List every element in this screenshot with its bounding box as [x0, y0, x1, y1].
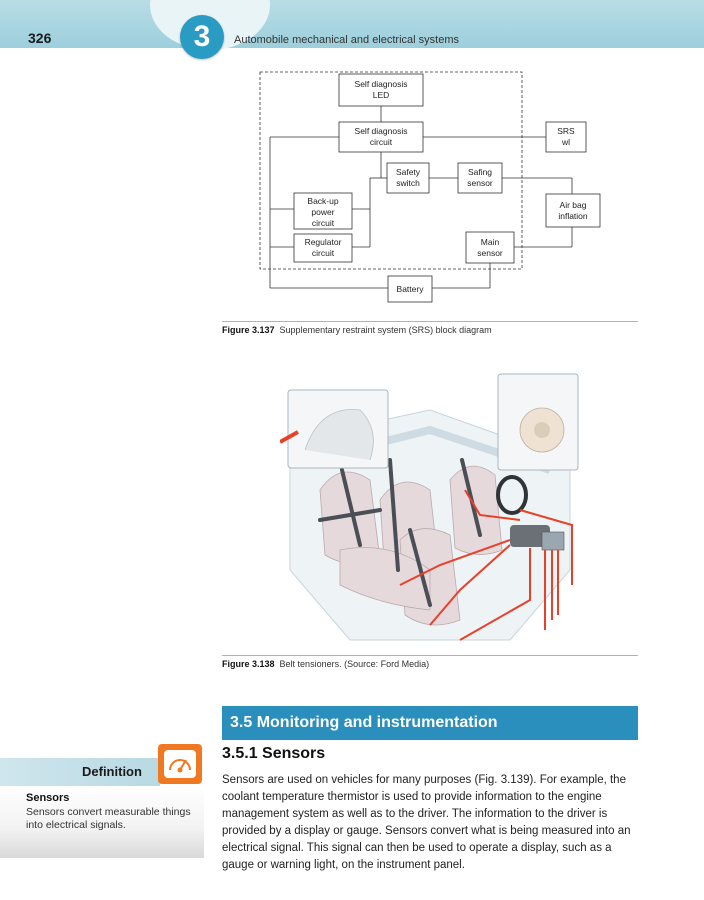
gauge-icon — [158, 744, 202, 784]
definition-term: Sensors — [26, 792, 70, 804]
body-paragraph: Sensors are used on vehicles for many purposes (Fig. 3.139). For example, the coolant temperature thermistor is used to provide information to the engine management system as well as to the driver. The information to the driver is provided by a display or gauge. Sensors convert what is being measured into an electrical signal. This signal can then be used to operate a display, such as a gauge or warning light, on the instrument panel. — [222, 774, 631, 871]
chapter-number-badge: 3 — [180, 15, 224, 59]
label-safety-switch-2: switch — [396, 178, 420, 188]
label-srs-wl-1: SRS — [557, 126, 575, 136]
figure-137-label: Figure 3.137 — [222, 325, 275, 335]
section-heading: 3.5 Monitoring and instrumentation — [222, 706, 638, 740]
definition-label: Definition — [82, 764, 142, 779]
label-self-diagnosis-led-1: Self diagnosis — [354, 79, 408, 89]
label-main-sensor-1: Main — [480, 237, 500, 247]
srs-block-diagram — [240, 60, 640, 310]
belt-tensioners-illustration — [280, 370, 580, 650]
label-main-sensor-2: sensor — [477, 248, 503, 258]
label-backup-power-1: Back-up — [307, 196, 339, 206]
figure-137-rule — [222, 321, 638, 322]
figure-138-rule — [222, 655, 638, 656]
label-air-bag-inflation-2: inflation — [558, 211, 588, 221]
label-self-diagnosis-circuit-1: Self diagnosis — [354, 126, 408, 136]
label-backup-power-3: circuit — [311, 218, 335, 228]
label-regulator-circuit-1: Regulator — [304, 237, 342, 247]
figure-137-text: Supplementary restraint system (SRS) block diagram — [279, 325, 492, 335]
label-backup-power-2: power — [311, 207, 335, 217]
label-battery: Battery — [396, 284, 424, 294]
definition-box — [0, 758, 204, 858]
label-self-diagnosis-circuit-2: circuit — [369, 137, 393, 147]
definition-text: Sensors convert measurable things into electrical signals. — [26, 806, 191, 831]
figure-138-label: Figure 3.138 — [222, 659, 275, 669]
subsection-heading: 3.5.1 Sensors — [222, 745, 326, 762]
label-regulator-circuit-2: circuit — [311, 248, 335, 258]
label-safing-sensor-1: Safing — [467, 167, 493, 177]
figure-137-caption — [222, 325, 492, 335]
label-safety-switch-1: Safety — [395, 167, 421, 177]
label-srs-wl-2: wl — [561, 137, 571, 147]
running-title: Automobile mechanical and electrical systems — [234, 34, 459, 46]
figure-138-caption — [222, 659, 429, 669]
label-safing-sensor-2: sensor — [467, 178, 493, 188]
label-self-diagnosis-led-2: LED — [372, 90, 390, 100]
page-number: 326 — [28, 30, 52, 46]
figure-138-text: Belt tensioners. (Source: Ford Media) — [279, 659, 430, 669]
label-air-bag-inflation-1: Air bag — [559, 200, 587, 210]
